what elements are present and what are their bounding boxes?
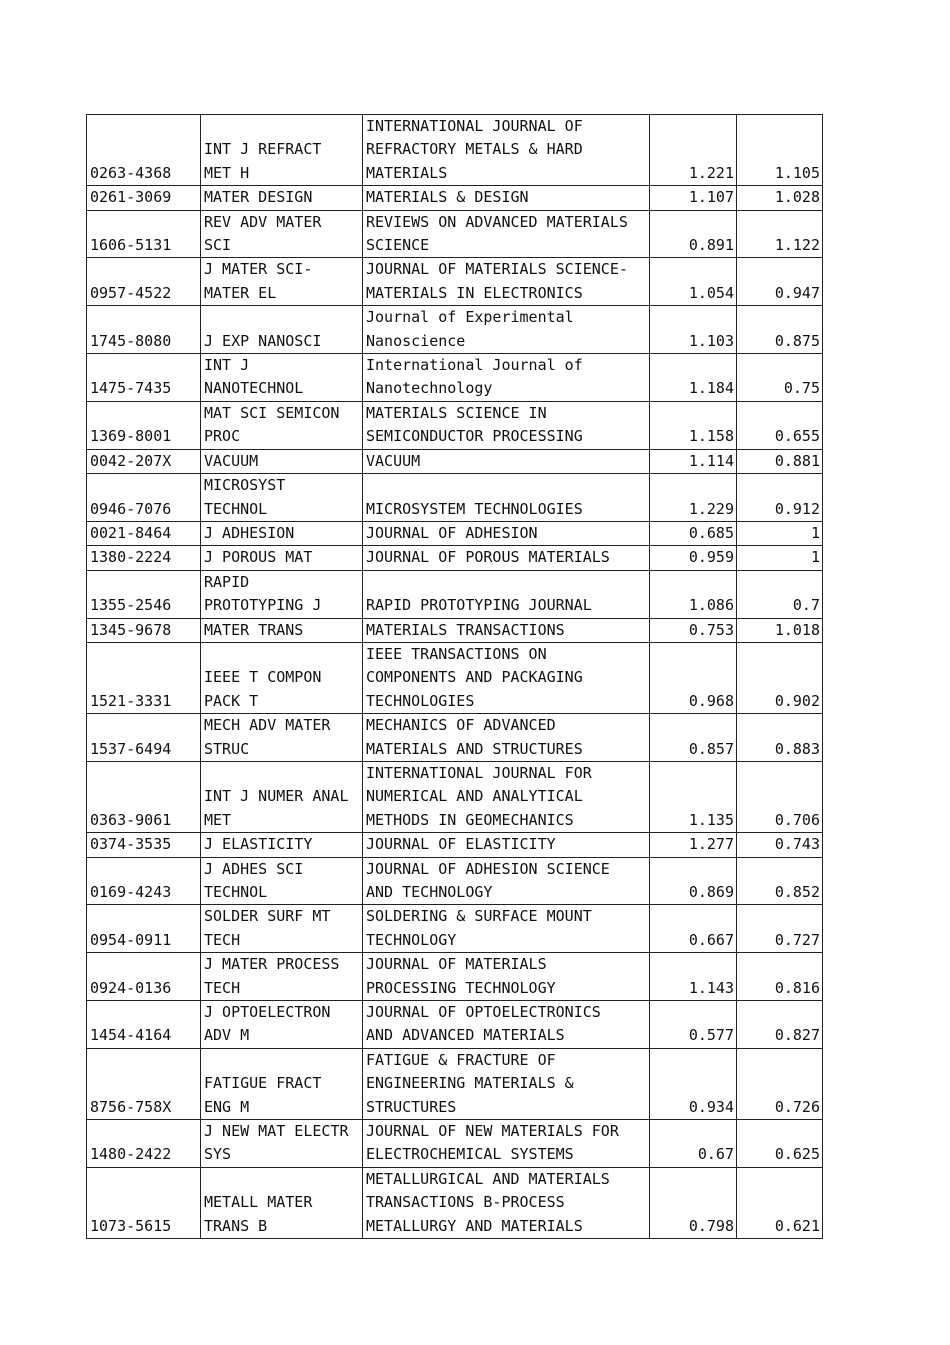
issn-cell: 1606-5131 [87, 210, 201, 258]
abbreviation-cell: VACUUM [201, 449, 363, 473]
value-1-cell: 1.086 [650, 570, 737, 618]
abbreviation-cell: SOLDER SURF MT TECH [201, 905, 363, 953]
value-1-cell: 1.221 [650, 115, 737, 186]
table-row [87, 449, 823, 473]
value-1-cell: 0.968 [650, 642, 737, 713]
value-1-cell: 0.753 [650, 618, 737, 642]
table-row [87, 833, 823, 857]
table-row [87, 115, 823, 186]
value-2-cell: 0.625 [737, 1120, 823, 1168]
journal-title-cell: JOURNAL OF ADHESION [363, 521, 650, 545]
journal-title-cell: INTERNATIONAL JOURNAL OF REFRACTORY METALS & HARD MATERIALS [363, 115, 650, 186]
table-row [87, 714, 823, 762]
value-2-cell: 0.912 [737, 474, 823, 522]
value-2-cell: 0.726 [737, 1048, 823, 1119]
issn-cell: 1537-6494 [87, 714, 201, 762]
value-1-cell: 1.135 [650, 761, 737, 832]
issn-cell: 0946-7076 [87, 474, 201, 522]
abbreviation-cell: REV ADV MATER SCI [201, 210, 363, 258]
abbreviation-cell: INT J NUMER ANAL MET [201, 761, 363, 832]
abbreviation-cell: J ADHESION [201, 521, 363, 545]
journal-title-cell: VACUUM [363, 449, 650, 473]
value-1-cell: 1.158 [650, 401, 737, 449]
journal-table [86, 114, 823, 1239]
abbreviation-cell: J MATER PROCESS TECH [201, 953, 363, 1001]
journal-title-cell: JOURNAL OF MATERIALS PROCESSING TECHNOLOGY [363, 953, 650, 1001]
issn-cell: 0924-0136 [87, 953, 201, 1001]
issn-cell: 1454-4164 [87, 1001, 201, 1049]
table-row [87, 953, 823, 1001]
value-2-cell: 0.727 [737, 905, 823, 953]
table-row [87, 186, 823, 210]
abbreviation-cell: MECH ADV MATER STRUC [201, 714, 363, 762]
abbreviation-cell: INT J REFRACT MET H [201, 115, 363, 186]
value-2-cell: 1.122 [737, 210, 823, 258]
value-1-cell: 1.184 [650, 354, 737, 402]
issn-cell: 1345-9678 [87, 618, 201, 642]
table-row [87, 306, 823, 354]
value-2-cell: 1 [737, 546, 823, 570]
journal-title-cell: SOLDERING & SURFACE MOUNT TECHNOLOGY [363, 905, 650, 953]
journal-title-cell: JOURNAL OF NEW MATERIALS FOR ELECTROCHEMICAL SYSTEMS [363, 1120, 650, 1168]
table-row [87, 210, 823, 258]
table-row [87, 618, 823, 642]
value-2-cell: 0.852 [737, 857, 823, 905]
issn-cell: 1073-5615 [87, 1167, 201, 1238]
table-row [87, 258, 823, 306]
table-row [87, 474, 823, 522]
value-2-cell: 0.706 [737, 761, 823, 832]
value-2-cell: 0.947 [737, 258, 823, 306]
table-row [87, 401, 823, 449]
table-row [87, 905, 823, 953]
value-2-cell: 0.816 [737, 953, 823, 1001]
issn-cell: 1355-2546 [87, 570, 201, 618]
journal-title-cell: FATIGUE & FRACTURE OF ENGINEERING MATERIALS & STRUCTURES [363, 1048, 650, 1119]
value-2-cell: 0.7 [737, 570, 823, 618]
journal-title-cell: International Journal of Nanotechnology [363, 354, 650, 402]
issn-cell: 0021-8464 [87, 521, 201, 545]
issn-cell: 1369-8001 [87, 401, 201, 449]
issn-cell: 0957-4522 [87, 258, 201, 306]
journal-table-body [87, 115, 823, 1239]
value-1-cell: 0.577 [650, 1001, 737, 1049]
value-1-cell: 1.143 [650, 953, 737, 1001]
value-1-cell: 0.798 [650, 1167, 737, 1238]
table-row [87, 1048, 823, 1119]
journal-title-cell: INTERNATIONAL JOURNAL FOR NUMERICAL AND ANALYTICAL METHODS IN GEOMECHANICS [363, 761, 650, 832]
issn-cell: 0261-3069 [87, 186, 201, 210]
table-row [87, 570, 823, 618]
value-2-cell: 0.875 [737, 306, 823, 354]
value-2-cell: 1.018 [737, 618, 823, 642]
issn-cell: 0374-3535 [87, 833, 201, 857]
abbreviation-cell: J MATER SCI- MATER EL [201, 258, 363, 306]
journal-title-cell: REVIEWS ON ADVANCED MATERIALS SCIENCE [363, 210, 650, 258]
value-2-cell: 0.902 [737, 642, 823, 713]
journal-title-cell: Journal of Experimental Nanoscience [363, 306, 650, 354]
issn-cell: 1745-8080 [87, 306, 201, 354]
value-2-cell: 0.827 [737, 1001, 823, 1049]
abbreviation-cell: MATER DESIGN [201, 186, 363, 210]
value-1-cell: 1.229 [650, 474, 737, 522]
value-2-cell: 0.883 [737, 714, 823, 762]
abbreviation-cell: MATER TRANS [201, 618, 363, 642]
journal-title-cell: MATERIALS TRANSACTIONS [363, 618, 650, 642]
value-2-cell: 0.881 [737, 449, 823, 473]
value-1-cell: 0.667 [650, 905, 737, 953]
issn-cell: 1380-2224 [87, 546, 201, 570]
issn-cell: 0042-207X [87, 449, 201, 473]
issn-cell: 1475-7435 [87, 354, 201, 402]
journal-title-cell: MATERIALS & DESIGN [363, 186, 650, 210]
table-row [87, 761, 823, 832]
journal-title-cell: METALLURGICAL AND MATERIALS TRANSACTIONS B-PROCESS METALLURGY AND MATERIALS [363, 1167, 650, 1238]
table-row [87, 521, 823, 545]
value-1-cell: 0.891 [650, 210, 737, 258]
value-1-cell: 1.103 [650, 306, 737, 354]
abbreviation-cell: MICROSYST TECHNOL [201, 474, 363, 522]
journal-title-cell: MICROSYSTEM TECHNOLOGIES [363, 474, 650, 522]
abbreviation-cell: IEEE T COMPON PACK T [201, 642, 363, 713]
abbreviation-cell: J ADHES SCI TECHNOL [201, 857, 363, 905]
value-2-cell: 1.028 [737, 186, 823, 210]
abbreviation-cell: J NEW MAT ELECTR SYS [201, 1120, 363, 1168]
value-1-cell: 1.277 [650, 833, 737, 857]
journal-title-cell: JOURNAL OF ADHESION SCIENCE AND TECHNOLOGY [363, 857, 650, 905]
journal-title-cell: JOURNAL OF ELASTICITY [363, 833, 650, 857]
value-2-cell: 1 [737, 521, 823, 545]
abbreviation-cell: J POROUS MAT [201, 546, 363, 570]
abbreviation-cell: FATIGUE FRACT ENG M [201, 1048, 363, 1119]
abbreviation-cell: J OPTOELECTRON ADV M [201, 1001, 363, 1049]
table-row [87, 1001, 823, 1049]
table-row [87, 642, 823, 713]
value-1-cell: 1.114 [650, 449, 737, 473]
journal-title-cell: RAPID PROTOTYPING JOURNAL [363, 570, 650, 618]
value-2-cell: 0.75 [737, 354, 823, 402]
issn-cell: 0169-4243 [87, 857, 201, 905]
abbreviation-cell: MAT SCI SEMICON PROC [201, 401, 363, 449]
journal-title-cell: MATERIALS SCIENCE IN SEMICONDUCTOR PROCESSING [363, 401, 650, 449]
value-1-cell: 0.869 [650, 857, 737, 905]
issn-cell: 8756-758X [87, 1048, 201, 1119]
table-row [87, 1120, 823, 1168]
value-1-cell: 0.934 [650, 1048, 737, 1119]
value-2-cell: 0.743 [737, 833, 823, 857]
value-1-cell: 0.67 [650, 1120, 737, 1168]
abbreviation-cell: METALL MATER TRANS B [201, 1167, 363, 1238]
abbreviation-cell: INT J NANOTECHNOL [201, 354, 363, 402]
issn-cell: 1521-3331 [87, 642, 201, 713]
journal-title-cell: JOURNAL OF OPTOELECTRONICS AND ADVANCED MATERIALS [363, 1001, 650, 1049]
value-2-cell: 1.105 [737, 115, 823, 186]
value-1-cell: 0.857 [650, 714, 737, 762]
issn-cell: 0263-4368 [87, 115, 201, 186]
abbreviation-cell: J EXP NANOSCI [201, 306, 363, 354]
table-row [87, 546, 823, 570]
table-row [87, 857, 823, 905]
value-2-cell: 0.621 [737, 1167, 823, 1238]
issn-cell: 1480-2422 [87, 1120, 201, 1168]
journal-title-cell: IEEE TRANSACTIONS ON COMPONENTS AND PACKAGING TECHNOLOGIES [363, 642, 650, 713]
journal-title-cell: JOURNAL OF MATERIALS SCIENCE- MATERIALS IN ELECTRONICS [363, 258, 650, 306]
value-2-cell: 0.655 [737, 401, 823, 449]
table-row [87, 1167, 823, 1238]
journal-title-cell: JOURNAL OF POROUS MATERIALS [363, 546, 650, 570]
abbreviation-cell: J ELASTICITY [201, 833, 363, 857]
value-1-cell: 1.054 [650, 258, 737, 306]
abbreviation-cell: RAPID PROTOTYPING J [201, 570, 363, 618]
issn-cell: 0954-0911 [87, 905, 201, 953]
value-1-cell: 0.959 [650, 546, 737, 570]
value-1-cell: 1.107 [650, 186, 737, 210]
table-row [87, 354, 823, 402]
value-1-cell: 0.685 [650, 521, 737, 545]
issn-cell: 0363-9061 [87, 761, 201, 832]
journal-title-cell: MECHANICS OF ADVANCED MATERIALS AND STRUCTURES [363, 714, 650, 762]
